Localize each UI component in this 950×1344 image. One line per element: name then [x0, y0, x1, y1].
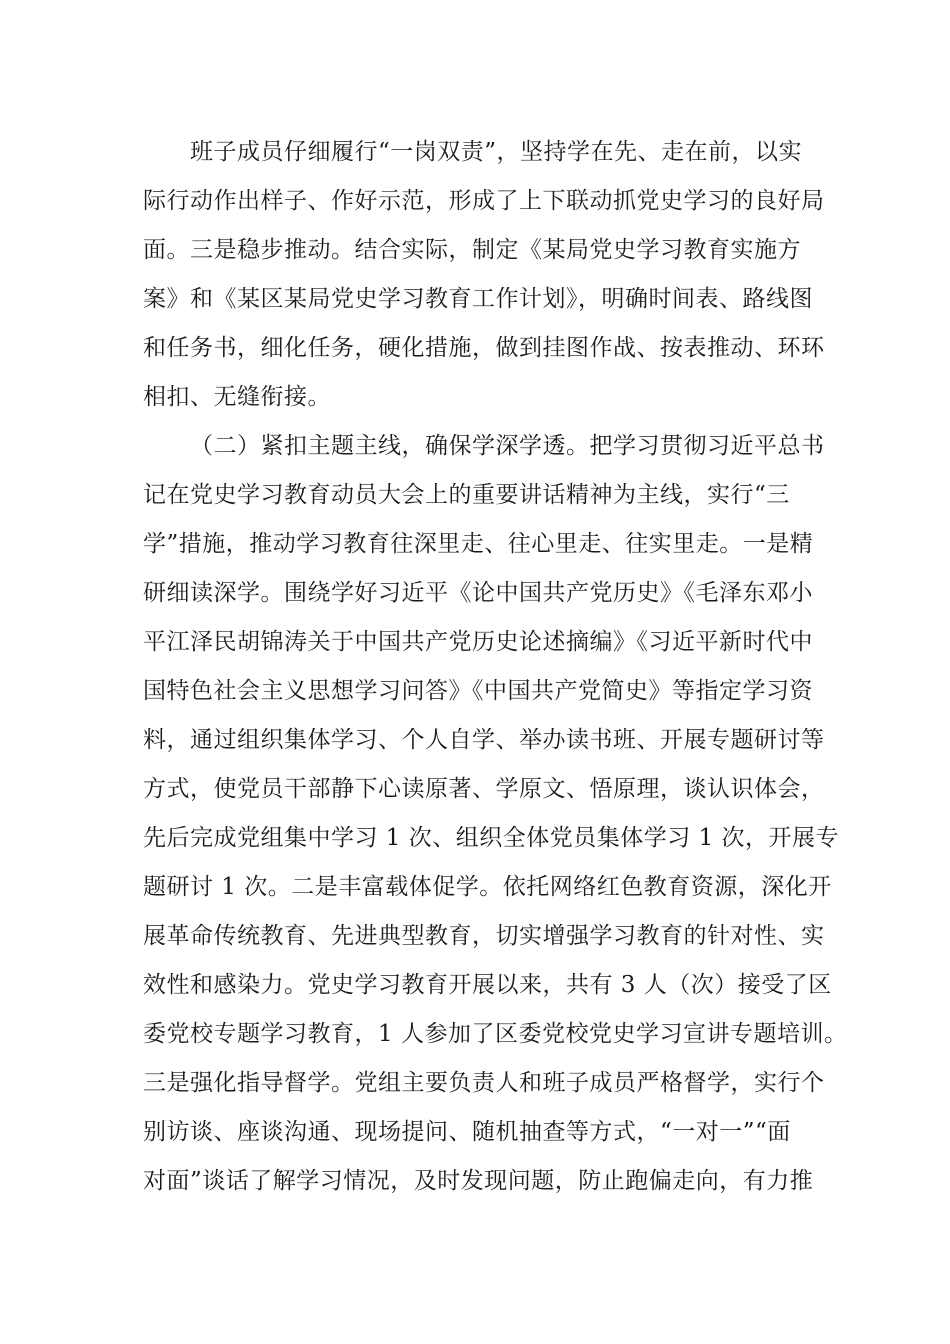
paragraph-2-line-15: 别访谈、座谈沟通、现场提问、随机抽查等方式，“一对一”“面 [143, 1119, 791, 1145]
paragraph-2-line-4: 研细读深学。围绕学好习近平《论中国共产党历史》《毛泽东邓小 [143, 580, 813, 606]
paragraph-2-line-13: 委党校专题学习教育，1 人参加了区委党校党史学习宣讲专题培训。 [143, 1021, 848, 1047]
paragraph-2-line-7: 料，通过组织集体学习、个人自学、举办读书班、开展专题研讨等 [143, 727, 825, 753]
paragraph-1-line-1: 班子成员仔细履行“一岗双责”，坚持学在先、走在前，以实 [190, 139, 803, 165]
paragraph-2-line-10: 题研讨 1 次。二是丰富载体促学。依托网络红色教育资源，深化开 [143, 874, 832, 900]
paragraph-2-line-14: 三是强化指导督学。党组主要负责人和班子成员严格督学，实行个 [143, 1070, 825, 1096]
paragraph-2-line-9: 先后完成党组集中学习 1 次、组织全体党员集体学习 1 次，开展专 [143, 825, 840, 851]
paragraph-2-line-11: 展革命传统教育、先进典型教育，切实增强学习教育的针对性、实 [143, 923, 825, 949]
paragraph-1-line-4: 案》和《某区某局党史学习教育工作计划》，明确时间表、路线图 [143, 286, 813, 312]
paragraph-1-line-2: 际行动作出样子、作好示范，形成了上下联动抓党史学习的良好局 [143, 188, 825, 214]
paragraph-2-line-1: （二）紧扣主题主线，确保学深学透。把学习贯彻习近平总书 [190, 433, 825, 459]
paragraph-2-line-12: 效性和感染力。党史学习教育开展以来，共有 3 人（次）接受了区 [143, 972, 832, 998]
paragraph-2-line-2: 记在党史学习教育动员大会上的重要讲话精神为主线，实行“三 [143, 482, 790, 508]
paragraph-1-line-6: 相扣、无缝衔接。 [143, 384, 331, 410]
paragraph-2-line-16: 对面”谈话了解学习情况，及时发现问题，防止跑偏走向，有力推 [143, 1168, 814, 1194]
paragraph-2-line-5: 平江泽民胡锦涛关于中国共产党历史论述摘编》《习近平新时代中 [143, 629, 813, 655]
paragraph-1-line-5: 和任务书，细化任务，硬化措施，做到挂图作战、按表推动、环环 [143, 335, 825, 361]
paragraph-2-line-3: 学”措施，推动学习教育往深里走、往心里走、往实里走。一是精 [143, 531, 814, 557]
paragraph-2-line-6: 国特色社会主义思想学习问答》《中国共产党简史》等指定学习资 [143, 678, 813, 704]
paragraph-2-line-8: 方式，使党员干部静下心读原著、学原文、悟原理，谈认识体会， [143, 776, 825, 802]
paragraph-1-line-3: 面。三是稳步推动。结合实际，制定《某局党史学习教育实施方 [143, 237, 801, 263]
